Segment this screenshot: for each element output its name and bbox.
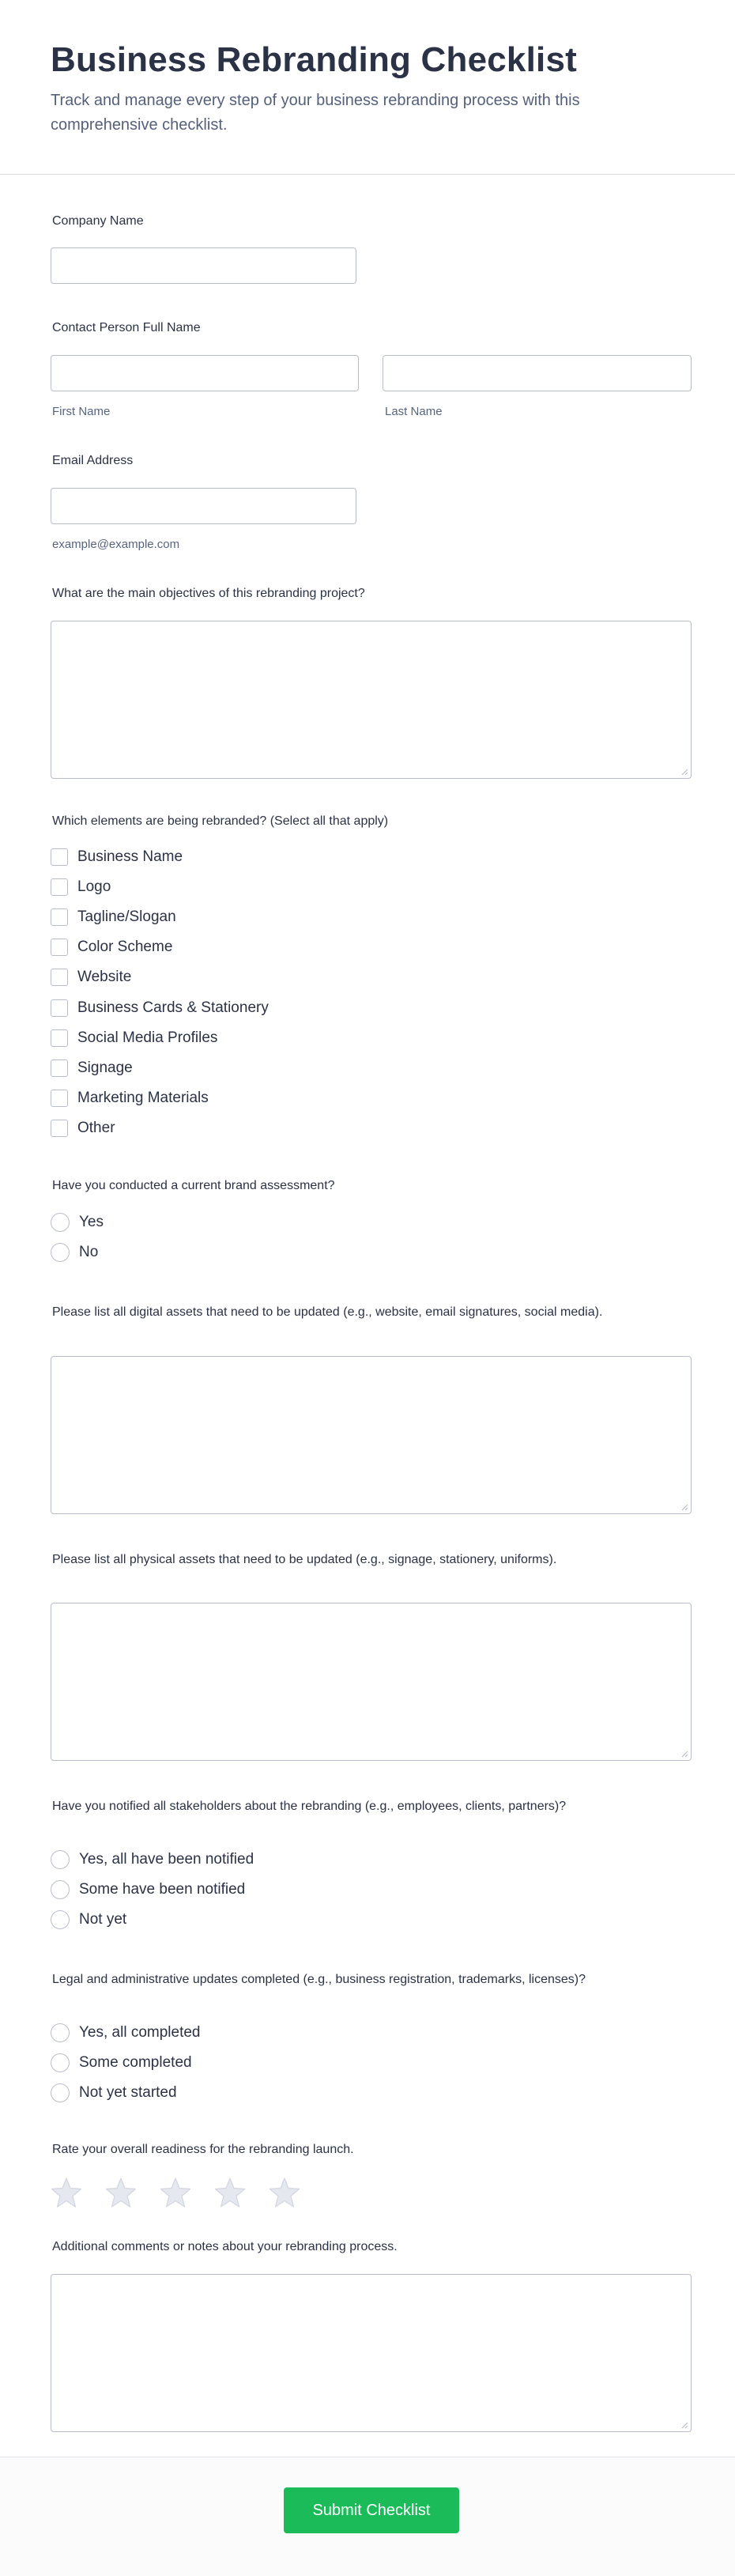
checkbox[interactable] <box>51 1120 68 1137</box>
first-name-input[interactable] <box>51 355 359 391</box>
star-icon[interactable] <box>160 2177 191 2208</box>
radio-label: Some completed <box>79 2054 192 2071</box>
radio-option[interactable] <box>51 2053 192 2073</box>
radio-button[interactable] <box>51 2053 70 2072</box>
digital-assets-label: Please list all digital assets that need to be updated (e.g., website, email signatures, social media). <box>52 1305 603 1319</box>
contact-name-label: Contact Person Full Name <box>52 321 201 334</box>
checkbox[interactable] <box>51 1090 68 1107</box>
checkbox[interactable] <box>51 1059 68 1077</box>
checkbox-label: Marketing Materials <box>77 1090 209 1106</box>
rating-label: Rate your overall readiness for the rebranding launch. <box>52 2143 354 2156</box>
radio-button[interactable] <box>51 1213 70 1232</box>
radio-option[interactable] <box>51 1849 254 1870</box>
checkbox-option[interactable] <box>51 1118 115 1139</box>
radio-button[interactable] <box>51 1243 70 1262</box>
last-name-sublabel: Last Name <box>385 405 443 418</box>
star-rating[interactable] <box>51 2177 323 2208</box>
star-icon[interactable] <box>214 2177 246 2208</box>
radio-option[interactable] <box>51 1212 104 1233</box>
assessment-label: Have you conducted a current brand assessment? <box>52 1179 335 1192</box>
radio-option[interactable] <box>51 2083 177 2103</box>
company-name-label: Company Name <box>52 214 144 228</box>
radio-label: Not yet started <box>79 2084 177 2101</box>
checkbox-option[interactable] <box>51 998 269 1018</box>
radio-button[interactable] <box>51 2083 70 2102</box>
checkbox-option[interactable] <box>51 967 131 988</box>
elements-label: Which elements are being rebranded? (Select all that apply) <box>52 814 389 828</box>
radio-button[interactable] <box>51 1910 70 1929</box>
radio-option[interactable] <box>51 1242 98 1263</box>
company-name-input[interactable] <box>51 247 356 284</box>
form-footer <box>0 2457 735 2576</box>
checkbox-label: Business Name <box>77 848 183 865</box>
resize-grip-icon <box>681 769 688 776</box>
checkbox[interactable] <box>51 939 68 956</box>
checkbox-option[interactable] <box>51 1058 133 1078</box>
checkbox[interactable] <box>51 969 68 986</box>
checkbox[interactable] <box>51 999 68 1017</box>
radio-button[interactable] <box>51 1880 70 1899</box>
radio-button[interactable] <box>51 1850 70 1869</box>
checkbox-option[interactable] <box>51 907 176 927</box>
form-body <box>0 175 735 2460</box>
digital-assets-textarea[interactable] <box>51 1356 692 1514</box>
submit-button[interactable]: Submit Checklist <box>284 2487 459 2533</box>
star-icon[interactable] <box>105 2177 137 2208</box>
radio-option[interactable] <box>51 1909 126 1930</box>
radio-label: Yes, all completed <box>79 2024 201 2041</box>
star-icon[interactable] <box>51 2177 82 2208</box>
checkbox-label: Logo <box>77 878 111 895</box>
checkbox-option[interactable] <box>51 937 172 958</box>
checkbox-label: Business Cards & Stationery <box>77 999 269 1016</box>
page-title: Business Rebranding Checklist <box>51 40 577 79</box>
first-name-sublabel: First Name <box>52 405 111 418</box>
radio-label: Not yet <box>79 1911 127 1928</box>
radio-label: Some have been notified <box>79 1881 246 1898</box>
comments-textarea[interactable] <box>51 2274 692 2432</box>
objectives-label: What are the main objectives of this rebranding project? <box>52 587 365 600</box>
radio-option[interactable] <box>51 2023 201 2043</box>
radio-button[interactable] <box>51 2023 70 2042</box>
legal-label: Legal and administrative updates completed (e.g., business registration, trademarks, licenses)? <box>52 1973 586 1986</box>
radio-label: Yes <box>79 1214 104 1230</box>
checkbox-label: Social Media Profiles <box>77 1029 218 1046</box>
checkbox-option[interactable] <box>51 1088 209 1109</box>
resize-grip-icon <box>681 1504 688 1511</box>
last-name-input[interactable] <box>383 355 692 391</box>
objectives-textarea[interactable] <box>51 621 692 779</box>
checkbox-option[interactable] <box>51 877 111 897</box>
checkbox-label: Other <box>77 1120 115 1136</box>
radio-option[interactable] <box>51 1879 245 1900</box>
form-header <box>0 0 735 175</box>
page-subtitle: Track and manage every step of your business rebranding process with this comprehensive checklist. <box>51 92 580 134</box>
star-icon[interactable] <box>269 2177 300 2208</box>
radio-label: No <box>79 1244 99 1260</box>
physical-assets-label: Please list all physical assets that need to be updated (e.g., signage, stationery, uniforms). <box>52 1553 557 1566</box>
checkbox-label: Signage <box>77 1059 133 1076</box>
resize-grip-icon <box>681 2422 688 2429</box>
checkbox-label: Website <box>77 969 132 985</box>
checkbox-option[interactable] <box>51 1028 217 1048</box>
email-input[interactable] <box>51 488 356 524</box>
stakeholders-label: Have you notified all stakeholders about the rebranding (e.g., employees, clients, partners)? <box>52 1800 567 1813</box>
physical-assets-textarea[interactable] <box>51 1603 692 1761</box>
comments-label: Additional comments or notes about your rebranding process. <box>52 2240 398 2253</box>
checkbox[interactable] <box>51 878 68 896</box>
checkbox[interactable] <box>51 908 68 926</box>
email-sublabel: example@example.com <box>52 538 180 551</box>
checkbox-label: Color Scheme <box>77 939 173 955</box>
checkbox[interactable] <box>51 848 68 866</box>
checkbox[interactable] <box>51 1029 68 1047</box>
checkbox-label: Tagline/Slogan <box>77 908 176 925</box>
email-label: Email Address <box>52 454 134 467</box>
resize-grip-icon <box>681 1751 688 1758</box>
checkbox-option[interactable] <box>51 847 183 867</box>
radio-label: Yes, all have been notified <box>79 1851 254 1868</box>
